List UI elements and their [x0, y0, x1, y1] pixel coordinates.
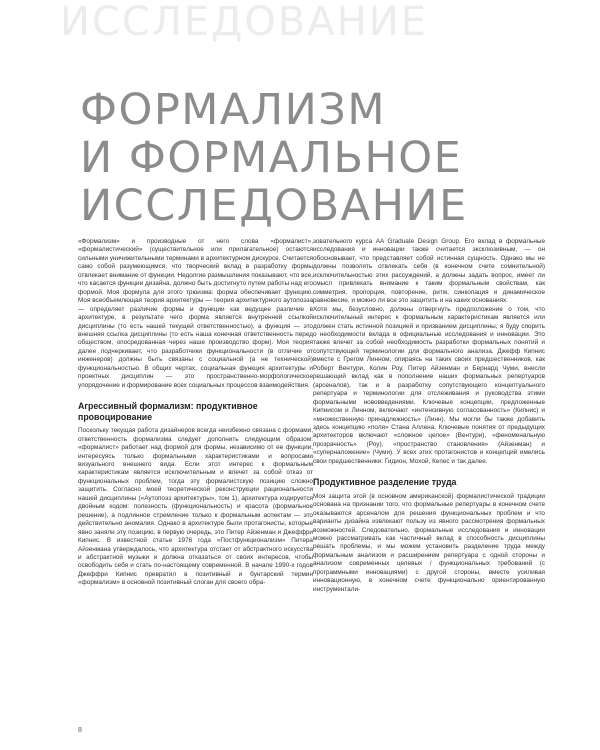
section-paragraph: Моя защита этой (в основном американской) формалистической традиции основана на признании того, что формальные репертуары в конечном счете оказываются арсеналом для решения функциональных проблем и что варианты дизайна извлекают пользу из явного рассмотрения формальных возможностей. Следовательно, формальные исследования и инновации можно рассматривать как частичный вклад в способность дисциплины решать проблемы, и мы можем установить разделение труда между формальным анализом и расширением репертуара с одной стороны и анализом современных целевых / функциональных требований (с программными инновациями) с другой стороны, вместе усиливая инновационную, в конечном счете функционально ориентированную инструментали-: [313, 492, 545, 593]
left-column: [78, 238, 313, 588]
continuation-paragraph: зовательного курса AA Graduate Design Group. Его вклад в формальные исследования и инновации также считается эксклюзивным, — он обосновывает, что представляет собой истинная сущность. Однако мы не должны позволять отвлекать себя (в конечном счете сомнительной) исключительностью этих рассуждений, а должны задать вопрос, имеет ли смысл привлекать внимание к таким формальным свойствам, как симметрия, пропорция, повторение, ритм, синкопация и динамическое равновесие, и можно ли все это защитить и на каких основаниях.: [313, 238, 545, 305]
page-title: [80, 86, 468, 230]
background-ghost-text: ИССЛЕДОВАНИЕ: [60, 2, 428, 42]
title-line-1: ФОРМАЛИЗМ: [80, 85, 386, 135]
section-heading-aggressive-formalism: Агрессивный формализм: продуктивное провоцирование: [78, 401, 258, 422]
title-line-2: И ФОРМАЛЬНОЕ: [80, 133, 463, 183]
right-column: [313, 238, 545, 594]
intro-paragraph: «Формализм» и производные от него слова «формалист», «формалистический» (существительное или прилагательное) остаются сильными уничижительными терминами в архитектурном дискурсе. Считается само собой разумеющимся, что творческий вклад в разработку формы отвлекает внимание от функции. Недолгие размышления показывают, что все, что касается функции дизайна, должно быть достигнуто путем работы над его формой. Моя формула для этого трюизма: форма обеспечивает функцию. Моя всеобъемлющая теория архитектуры — теория архитектурного аутопоэза — определяет различие формы и функции как ведущее различие в архитектуре, в результате чего форма является внутренней ссылкой дисциплины (то есть нашей текущей ответственностью), а функция — это внешняя ссылка дисциплины (то есть наша конечная ответственность перед обществом, опосредованная через наше производство форм). Моя теория далее подчеркивает, что разработчики функциональности (в отличие от инженеров) должны быть связаны с социальной (а не технической) функциональностью. В общих чертах, социальная функция архитектуры и проектных дисциплин — это пространственно-морфологическое упорядочение и формирование всех социальных процессов взаимодействия.: [78, 238, 313, 389]
body-paragraph: Хотя мы, безусловно, должны отвергнуть предположение о том, что исключительный интерес к формальным характеристикам является или должен стать истинной позицией и призванием дисциплины, я буду спорить о необходимости вклада в официальные исследования и инновации. Это также влечет за собой необходимость разработки формальных понятий и сопутствующей терминологии для формального анализа. Джефф Кипнис вместе с Грегом Линном, опираясь на таких своих предшественников, как Роберт Вентури, Колин Роу, Питер Айзенман и Бернард Чуми, внесли решающий вклад как в пополнение наших формальных репертуаров (арсеналов), так и в разработку сопутствующего концептуального репертуара и терминологии для отслеживания и руководства этими формальными нововведениями. Ключевые концепции, предложенные Кипнисом и Линном, включают «интенсивную согласованность» (Кипнис) и «множественную принадлежность» (Линн). Мы могли бы также добавить здесь концепцию «поля» Стана Аллена. Ключевые понятия от предыдущих архитекторов включают «сложное целое» (Вентури), «феноменальную прозрачность» (Роу), «пространство становления» (Айзенман) и «суперналожение» (Чуми). У всех этих протагонистов и концепций имелись свои предшественники: Гидион, Мохой, Кепес и так далее.: [313, 305, 545, 465]
section-paragraph: Поскольку текущая работа дизайнеров всегда неизбежно связана с формами, ответственность формализма следует дополнить следующим образом: «формалист» работает над формой для формы, независимо от ее функции, интересуясь только формальными характеристиками и вопросами визуального внешнего вида. Если этот интерес к формальным характеристикам является исключительным и влечет за собой отказ от функциональных проблем, тогда эту формалистскую позицию сложно защитить. Согласно моей теоретической реконструкции рациональности нашей дисциплины («Аутопоэз архитектуры», том 1), архитектура кодируется двойным кодом: полезность (функциональность) и красота (формальное решение), а подлинное стремление только к формальным аспектам — это действительно аномалия. Однако в архитектуре были протагонисты, которые явно заняли эту позицию, в первую очередь, это Питер Айзенман и Джеффри Кипнис. В известной статье 1976 года «Постфункционализм» Питера Айзенмана утверждалось, что архитектура отстает от абстрактного искусства и абстрактной музыки и должна отказаться от своих интересов, чтобы освободить себя и стать по-настоящему современной. В начале 1990-х годов Джеффри Кипнис превратил в позитивный и бунтарский термин «формализм» в основной позитивный слоган для своего обра-: [78, 427, 313, 587]
title-line-3: ИССЛЕДОВАНИЕ: [80, 181, 468, 231]
page-number: 8: [78, 727, 82, 734]
section-heading-division-of-labor: Продуктивное разделение труда: [313, 477, 457, 488]
